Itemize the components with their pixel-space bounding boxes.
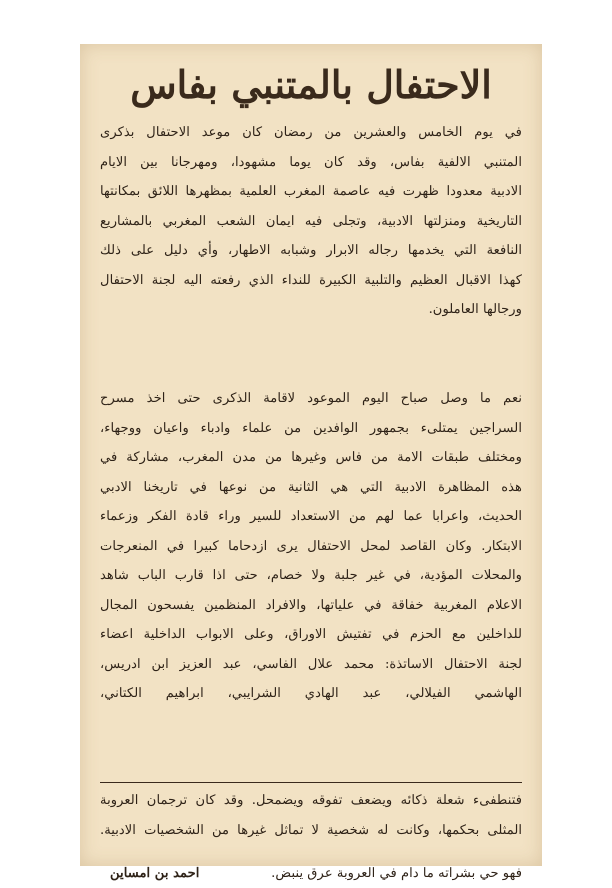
text-line: المتنبي الالفية بفاس، وقد كان يوما مشهودا، ومهرجانا بين الايام [100,154,522,170]
text-line: الهاشمي الفيلالي، عبد الهادي الشرايبي، ابراهيم الكتاني، [100,686,522,701]
text-line: ورجالها العاملون. [428,302,522,317]
text-line: الادبية معدودا ظهرت فيه عاصمة المغرب العلمية بمظهرها اللائق بمكانتها [100,184,522,199]
section-divider [100,782,522,783]
text-line: السراجين يمتلىء بجمهور الوافدين من علماء وادباء واعيان ووجهاء، [100,420,522,436]
text-line: المثلى بحكمها، وكانت له شخصية لا تماثل غيرها من الشخصيات الادبية. [100,822,522,838]
text-line: في يوم الخامس والعشرين من رمضان كان موعد الاحتفال بذكرى [100,125,522,140]
article-title: الاحتفال بالمتنبي بفاس [130,62,492,107]
text-line: النافعة التي يخدمها رجاله الابرار وشبابه الاطهار، وأي دليل على ذلك [100,243,522,258]
text-line: الاعلام المغربية خفاقة في علياتها، والافراد المنظمين يفسحون المجال [100,597,522,613]
text-line: والمحلات المؤدية، في غير جلبة ولا خصام، حتى اذا قارب الباب شاهد [100,568,522,583]
text-line: كهذا الاقبال العظيم والتلبية الكبيرة للنداء الذي رفعته اليه لجنة الاحتفال [100,272,522,288]
newspaper-clipping [80,44,542,881]
text-line: التاريخية ومنزلتها الادبية، وتجلى فيه ايمان الشعب المغربي بالمشاريع [100,213,522,229]
text-line: نعم ما وصل صباح اليوم الموعود لاقامة الذكرى حتى اخذ مسرح [100,391,522,406]
closing-line: فهو حي بشراته ما دام في العروبة عرق ينبض. [271,866,522,881]
paragraph-3 [100,786,522,845]
text-line: الابتكار. وكان القاصد لمحل الاحتفال يرى ازدحاما كبيرا في المنعرجات [100,538,522,554]
text-line: هذه المظاهرة الادبية التي هي الثانية من نوعها في تاريخنا الادبي [100,479,522,495]
text-line: للداخلين مع الحزم في تفتيش الاوراق، وعلى الابواب الداخلية اعضاء [100,627,522,642]
closing-row [100,860,522,888]
author-signature: احمد بن امساين [110,866,200,881]
text-line: فتنطفىء شعلة ذكائه ويضعف تفوقه ويضمحل. وقد كان ترجمان العروبة [100,793,522,808]
text-line: الحديث، واعرابا عما لهم من الاستعداد للسير وراء قادة الفكر وزعماء [100,509,522,524]
paragraph-1 [100,118,522,325]
text-line: لجنة الاحتفال الاساتذة: محمد علال الفاسي، عبد العزيز ابن ادريس، [100,656,522,672]
text-line: ومختلف طبقات الامة من فاس وغيرها من مدن المغرب، مشاركة في [100,450,522,465]
paragraph-2 [100,384,522,709]
